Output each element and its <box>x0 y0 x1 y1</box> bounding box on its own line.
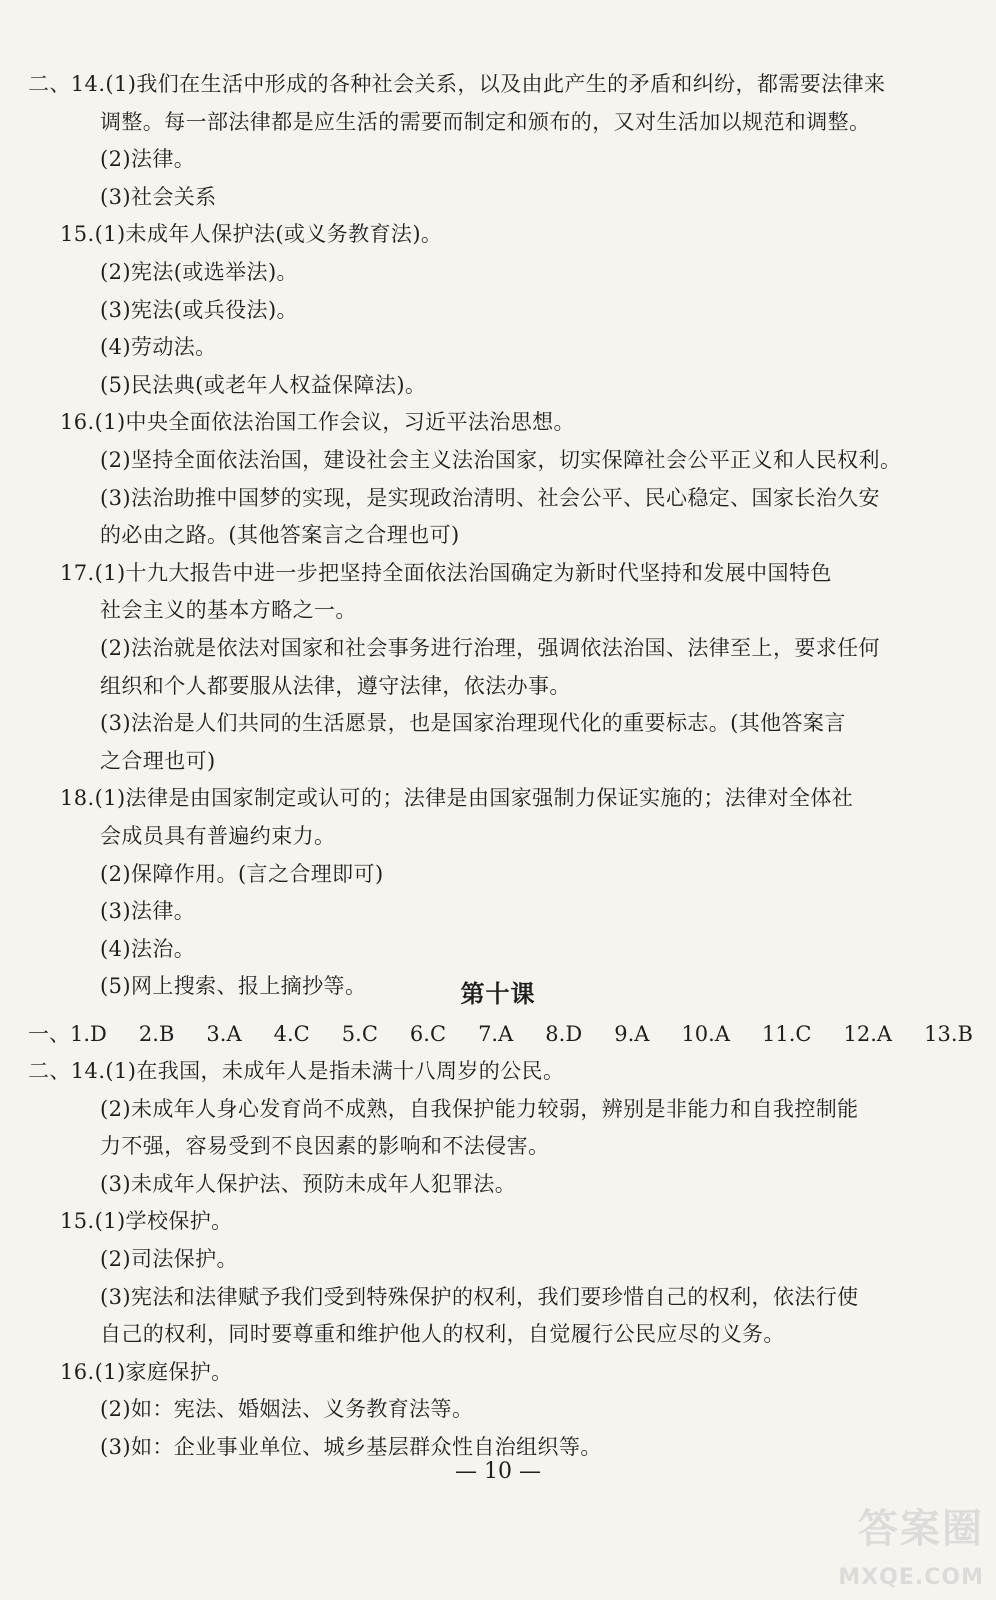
answer-line: (2)宪法(或选举法)。 <box>100 260 298 284</box>
answer-line: (3)社会关系 <box>100 184 217 209</box>
section-title: 第十课 <box>460 979 536 1008</box>
answer-line: (3)法治助推中国梦的实现，是实现政治清明、社会公平、民心稳定、国家长治久安 <box>100 485 880 510</box>
answer-line: 社会主义的基本方略之一。 <box>100 598 357 623</box>
mc-answer: 9.A <box>614 1022 650 1046</box>
answer-line: 16.(1)中央全面依法治国工作会议，习近平法治思想。 <box>60 410 575 435</box>
answer-line: 16.(1)家庭保护。 <box>60 1359 233 1384</box>
mc-answer: 3.A <box>206 1022 242 1046</box>
watermark-text-bottom: MXQE.COM <box>838 1565 984 1590</box>
mc-answer: 11.C <box>762 1022 812 1046</box>
answer-line: 15.(1)学校保护。 <box>60 1209 233 1234</box>
mc-answer: 10.A <box>681 1022 730 1046</box>
answer-line: 调整。每一部法律都是应生活的需要而制定和颁布的，又对生活加以规范和调整。 <box>100 109 871 134</box>
watermark-text-top: 答案圈 <box>858 1506 984 1552</box>
answer-line: (3)宪法(或兵役法)。 <box>100 297 298 322</box>
answer-line: 17.(1)十九大报告中进一步把坚持全面依法治国确定为新时代坚持和发展中国特色 <box>60 560 832 585</box>
answer-line: 力不强，容易受到不良因素的影响和不法侵害。 <box>100 1134 550 1159</box>
watermark-logo <box>794 1504 984 1592</box>
answer-line: 18.(1)法律是由国家制定或认可的；法律是由国家强制力保证实施的；法律对全体社 <box>60 786 854 811</box>
mc-prefix: 一、 <box>28 1022 70 1046</box>
answer-line: (4)劳动法。 <box>100 335 217 360</box>
answer-line: (3)法律。 <box>100 899 196 924</box>
answer-line: (3)宪法和法律赋予我们受到特殊保护的权利，我们要珍惜自己的权利，依法行使 <box>100 1284 859 1309</box>
mc-answer: 13.B <box>924 1022 973 1046</box>
answer-line: (5)民法典(或老年人权益保障法)。 <box>100 372 427 397</box>
mc-answer: 7.A <box>478 1022 514 1046</box>
mc-answer: 2.B <box>138 1022 175 1046</box>
page-number: — 10 — <box>455 1459 541 1484</box>
answer-line: (2)法治就是依法对国家和社会事务进行治理，强调依法治国、法律至上，要求任何 <box>100 636 880 660</box>
answer-line: (2)司法保护。 <box>100 1247 238 1271</box>
answer-line: (3)如：企业事业单位、城乡基层群众性自治组织等。 <box>100 1435 602 1459</box>
answer-line: 二、14.(1)我们在生活中形成的各种社会关系，以及由此产生的矛盾和纠纷，都需要法律来 <box>28 72 886 96</box>
mc-answer: 8.D <box>545 1022 583 1046</box>
answer-line: (2)未成年人身心发育尚不成熟，自我保护能力较弱，辨别是非能力和自我控制能 <box>100 1096 859 1121</box>
answer-line: 会成员具有普遍约束力。 <box>100 824 336 848</box>
mc-answer: 12.A <box>843 1022 893 1046</box>
answer-line: (2)法律。 <box>100 147 196 172</box>
answer-line: (5)网上搜索、报上摘抄等。 <box>100 974 367 999</box>
mc-answer: 5.C <box>341 1022 378 1046</box>
answer-line: 15.(1)未成年人保护法(或义务教育法)。 <box>60 222 443 247</box>
mc-answer <box>28 1014 107 1054</box>
answer-line: (2)如：宪法、婚姻法、义务教育法等。 <box>100 1397 474 1422</box>
multiple-choice-answers <box>28 1014 973 1054</box>
answer-line: 组织和个人都要服从法律，遵守法律，依法办事。 <box>100 673 571 698</box>
answer-line: (3)未成年人保护法、预防未成年人犯罪法。 <box>100 1171 517 1196</box>
answer-line: 自己的权利，同时要尊重和维护他人的权利，自觉履行公民应尽的义务。 <box>100 1322 785 1347</box>
answer-line: 之合理也可) <box>100 748 216 773</box>
mc-answer: 4.C <box>273 1022 310 1046</box>
answer-line: (3)法治是人们共同的生活愿景，也是国家治理现代化的重要标志。(其他答案言 <box>100 711 846 736</box>
answer-line: (4)法治。 <box>100 936 196 961</box>
mc-answer: 6.C <box>409 1022 447 1046</box>
mc-answer-value: 1.D <box>70 1022 107 1046</box>
answer-line: (2)坚持全面依法治国，建设社会主义法治国家，切实保障社会公平正义和人民权利。 <box>100 448 902 472</box>
answer-line: 二、14.(1)在我国，未成年人是指未满十八周岁的公民。 <box>28 1059 565 1083</box>
answer-line: (2)保障作用。(言之合理即可) <box>100 861 384 886</box>
answer-line: 的必由之路。(其他答案言之合理也可) <box>100 523 460 548</box>
